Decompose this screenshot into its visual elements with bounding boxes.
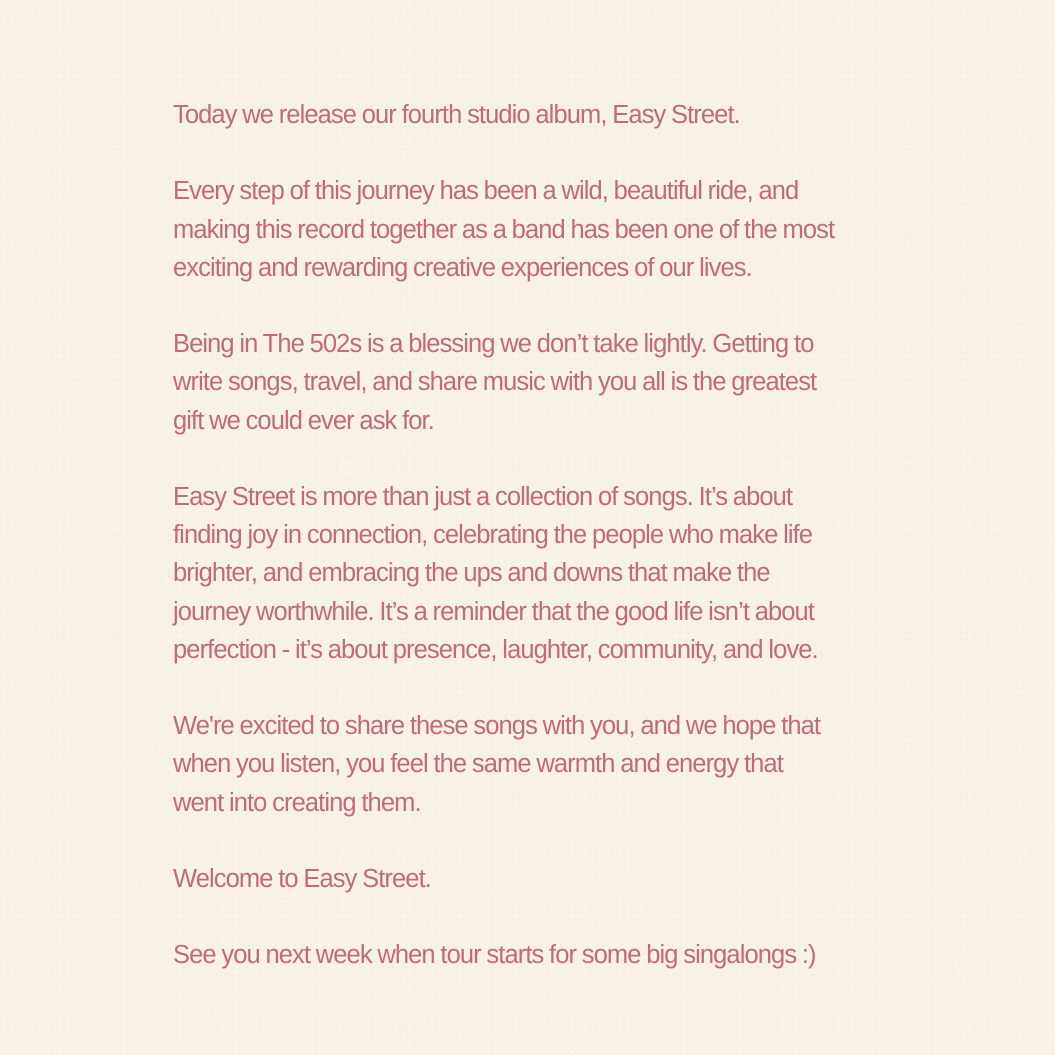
paragraph-tour: See you next week when tour starts for some big singalongs :) — [173, 941, 816, 970]
paragraph-journey: Every step of this journey has been a wild, beautiful ride, and making this record together as a band has been one of the most exciting and rewarding creative experiences of our lives. — [173, 177, 835, 282]
paragraph-album-meaning: Easy Street is more than just a collection of songs. It’s about finding joy in connection, celebrating the people who make life brighter, and embracing the ups and downs that make the journey worthwhile. It’s a reminder that the good life isn’t about perfection - it’s about presence, laughter, community, and love. — [173, 482, 818, 664]
paragraph-welcome: Welcome to Easy Street. — [173, 864, 431, 893]
paragraph-band: Being in The 502s is a blessing we don’t take lightly. Getting to write songs, travel, and share music with you all is the greatest gift we could ever ask for. — [173, 330, 817, 435]
letter-body — [173, 96, 903, 975]
paragraph-release: Today we release our fourth studio album, Easy Street. — [173, 101, 740, 129]
paragraph-excited: We're excited to share these songs with you, and we hope that when you listen, you feel the same warmth and energy that went into creating them. — [173, 712, 821, 817]
